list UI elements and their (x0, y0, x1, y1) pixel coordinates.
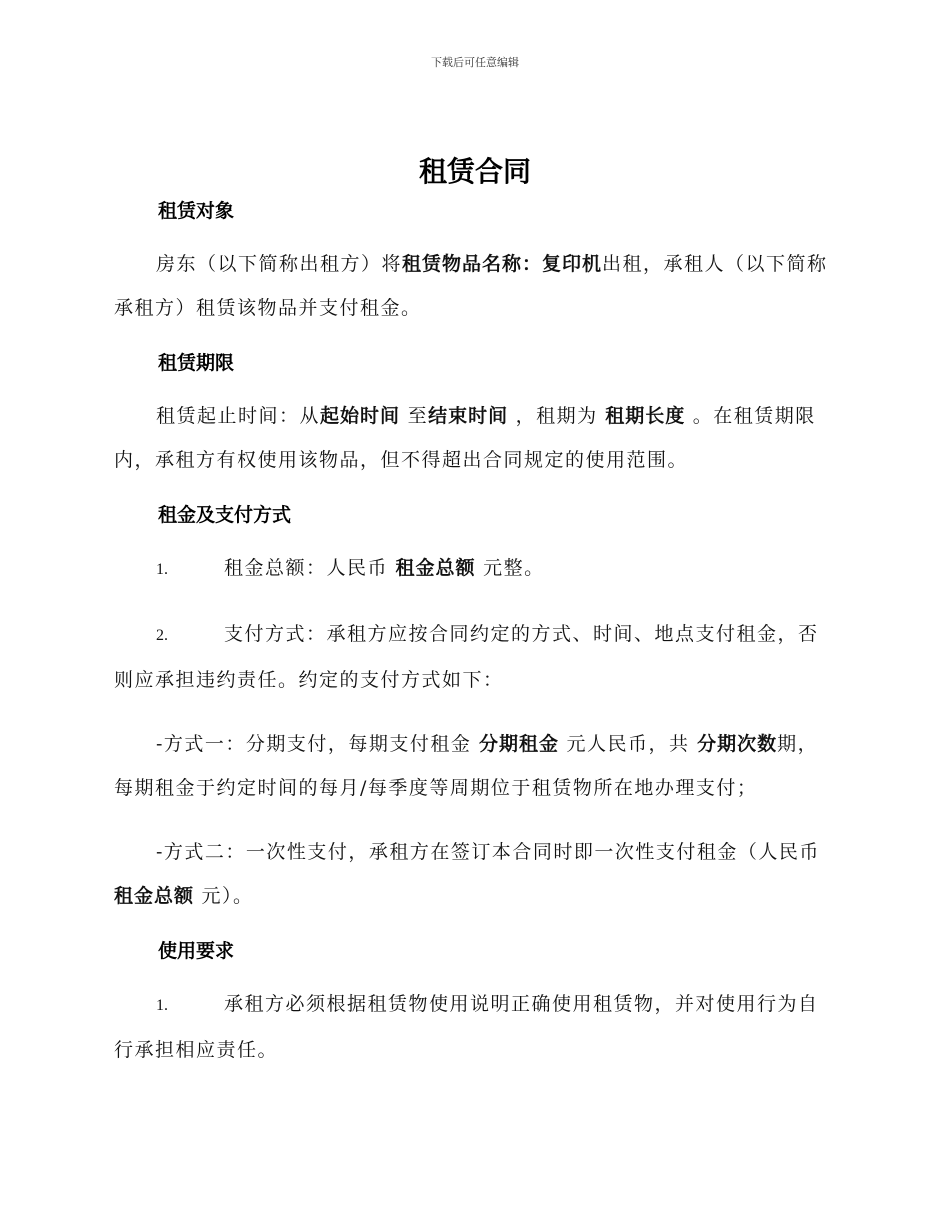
paragraph-term (114, 394, 836, 482)
paragraph-object (114, 242, 836, 330)
text-segment: 租赁起止时间：从 (156, 405, 321, 427)
bold-installment-count: 分期次数 (697, 733, 778, 755)
text-segment: 出租，承租人（以下简称承租方）租赁该物品并支付租金。 (114, 253, 828, 319)
bold-start-time: 起始时间 (320, 405, 401, 427)
paragraph-option-two (114, 830, 836, 918)
text-segment: -方式一：分期支付，每期支付租金 (156, 733, 479, 755)
section-heading-object: 租赁对象 (158, 200, 235, 222)
text-segment: 期，每期租金于约定时间的每月/每季度等周期位于租赁物所在地办理支付； (114, 733, 819, 799)
text-segment: 支付方式：承租方应按合同约定的方式、时间、地点支付租金，否则应承担违约责任。约定的支付方式如下： (114, 623, 819, 691)
text-segment: -方式二：一次性支付，承租方在签订本合同时即一次性支付租金（人民币 (156, 841, 820, 863)
document-title: 租赁合同 (418, 155, 531, 188)
document-body (114, 198, 836, 1092)
text-segment: 租金总额：人民币 (224, 557, 396, 579)
list-number: 1. (156, 997, 168, 1014)
bold-total-rent: 租金总额 (395, 557, 476, 579)
text-segment: 元人民币，共 (558, 733, 698, 755)
list-item-total-rent (114, 546, 836, 592)
text-segment: 。在租赁期限内，承租方有权使用该物品，但不得超出合同规定的使用范围。 (114, 405, 816, 471)
bold-total-rent-2: 租金总额 (114, 885, 195, 907)
text-segment: 元整。 (475, 557, 545, 579)
text-segment: 元）。 (194, 885, 254, 907)
section-heading-payment: 租金及支付方式 (158, 504, 292, 526)
text-segment: 房东（以下简称出租方）将 (156, 253, 403, 275)
text-segment: 至 (400, 405, 429, 427)
bold-item-name: 租赁物品名称：复印机 (402, 253, 603, 275)
bold-term-length: 租期长度 (605, 405, 686, 427)
list-item-payment-method (114, 612, 836, 702)
bold-end-time: 结束时间 (428, 405, 509, 427)
section-heading-term: 租赁期限 (158, 352, 235, 374)
bold-installment-rent: 分期租金 (478, 733, 559, 755)
text-segment: 承租方必须根据租赁物使用说明正确使用租赁物，并对使用行为自行承担相应责任。 (114, 993, 819, 1061)
list-number: 2. (156, 627, 168, 644)
list-item-usage (114, 982, 836, 1072)
section-heading-usage: 使用要求 (158, 940, 235, 962)
page-header-note: 下载后可任意编辑 (431, 56, 519, 69)
list-number: 1. (156, 561, 168, 578)
paragraph-option-one (114, 722, 836, 810)
text-segment: ，租期为 (508, 405, 606, 427)
